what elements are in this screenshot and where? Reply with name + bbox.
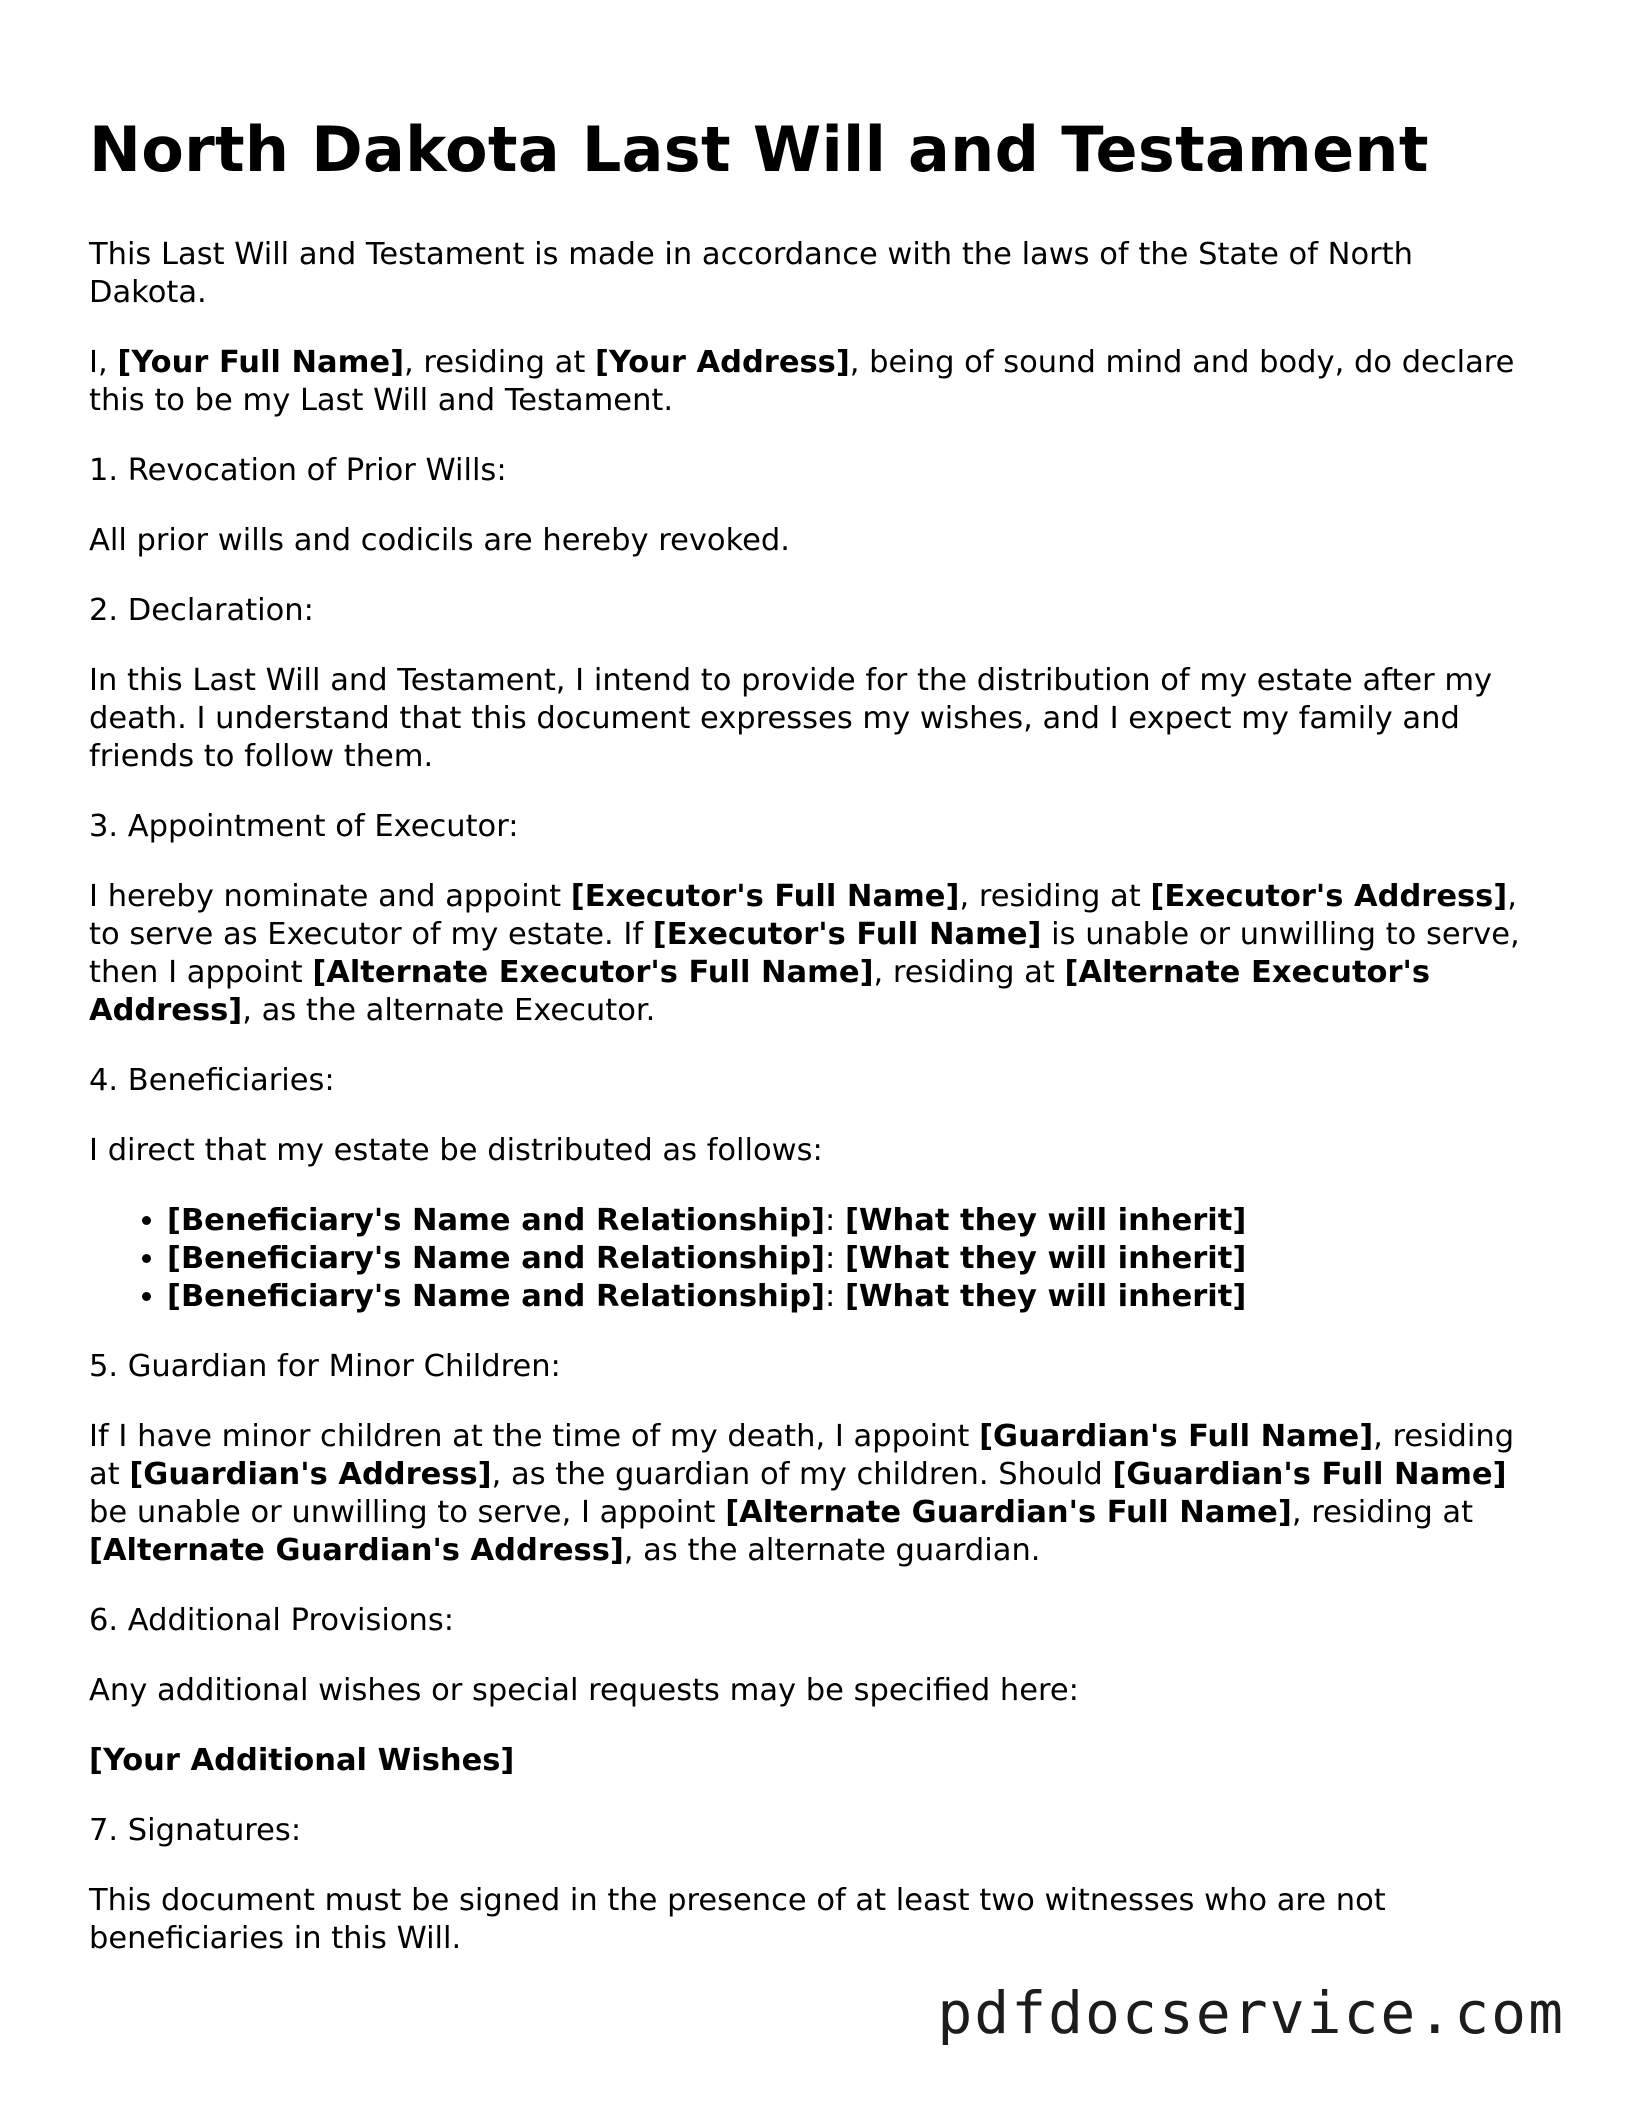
separator: : [824,1279,845,1314]
beneficiary-name-placeholder: [Beneficiary's Name and Relationship] [167,1241,825,1276]
guardian-text: be unable or unwilling to serve, I appoint [89,1495,726,1530]
declaration-intent-paragraph: In this Last Will and Testament, I intend to provide for the distribution of my estate after my death. I understand that this document expresses my wishes, and I expect my family and friends to follow them. [89,663,1493,774]
guardian-text: , as the alternate guardian. [623,1533,1041,1568]
additional-provisions-paragraph: Any additional wishes or special requests may be specified here: [89,1673,1079,1708]
guardian-text: , residing at [89,1419,1515,1492]
executor-address-placeholder: [Executor's Address] [1150,879,1508,914]
executor-text: , to serve as Executor of my estate. If [89,879,1517,952]
executor-text: is unable or unwilling to serve, then I appoint [89,917,1520,990]
alternate-executor-name-placeholder: [Alternate Executor's Full Name] [312,955,874,990]
signatures-paragraph: This document must be signed in the presence of at least two witnesses who are not beneficiaries in this Will. [89,1883,1386,1956]
section-heading-revocation: 1. Revocation of Prior Wills: [89,453,507,488]
beneficiary-list [89,1202,1529,1316]
alternate-guardian-address-placeholder: [Alternate Guardian's Address] [89,1533,624,1568]
section-heading-guardian: 5. Guardian for Minor Children: [89,1349,561,1384]
guardian-text: , as the guardian of my children. Should [491,1457,1113,1492]
guardian-text: , residing at [1291,1495,1474,1530]
alternate-guardian-name-placeholder: [Alternate Guardian's Full Name] [725,1495,1292,1530]
beneficiary-name-placeholder: [Beneficiary's Name and Relationship] [167,1203,825,1238]
inheritance-placeholder: [What they will inherit] [844,1279,1247,1314]
list-item [167,1278,1529,1316]
intro-paragraph: This Last Will and Testament is made in accordance with the laws of the State of North Dakota. [89,237,1413,310]
testator-address-placeholder: [Your Address] [594,345,850,380]
guardian-address-placeholder: [Guardian's Address] [129,1457,492,1492]
section-heading-declaration: 2. Declaration: [89,593,314,628]
declaration-text: I, [89,345,118,380]
guardian-name-placeholder: [Guardian's Full Name] [979,1419,1374,1454]
separator: : [824,1241,845,1276]
inheritance-placeholder: [What they will inherit] [844,1241,1247,1276]
section-heading-additional-provisions: 6. Additional Provisions: [89,1603,455,1638]
executor-text: , as the alternate Executor. [242,993,656,1028]
executor-paragraph [89,878,1529,1030]
executor-text: , residing at [873,955,1065,990]
separator: : [824,1203,845,1238]
beneficiary-name-placeholder: [Beneficiary's Name and Relationship] [167,1279,825,1314]
executor-text: I hereby nominate and appoint [89,879,571,914]
list-item [167,1202,1529,1240]
guardian-paragraph [89,1418,1529,1570]
executor-text: , residing at [959,879,1151,914]
declaration-text: , being of sound mind and body, do declare this to be my Last Will and Testament. [89,345,1515,418]
executor-name-placeholder: [Executor's Full Name] [570,879,960,914]
declaration-text: , residing at [404,345,595,380]
document-page [89,110,1529,1990]
additional-wishes-placeholder [89,1742,1529,1780]
beneficiaries-intro: I direct that my estate be distributed as follows: [89,1133,823,1168]
executor-name-placeholder: [Executor's Full Name] [652,917,1042,952]
inheritance-placeholder: [What they will inherit] [844,1203,1247,1238]
watermark: pdfdocservice.com [937,1979,1565,2047]
guardian-text: If I have minor children at the time of my death, I appoint [89,1419,980,1454]
list-item [167,1240,1529,1278]
declaration-paragraph [89,344,1529,420]
additional-wishes-text: [Your Additional Wishes] [89,1743,515,1778]
revocation-paragraph: All prior wills and codicils are hereby revoked. [89,523,790,558]
section-heading-beneficiaries: 4. Beneficiaries: [89,1063,335,1098]
section-heading-signatures: 7. Signatures: [89,1813,302,1848]
guardian-name-placeholder: [Guardian's Full Name] [1112,1457,1507,1492]
document-title: North Dakota Last Will and Testament [89,113,1429,186]
alternate-executor-address-placeholder: [Alternate Executor's Address] [89,955,1431,1028]
section-heading-executor: 3. Appointment of Executor: [89,809,519,844]
testator-name-placeholder: [Your Full Name] [117,345,405,380]
